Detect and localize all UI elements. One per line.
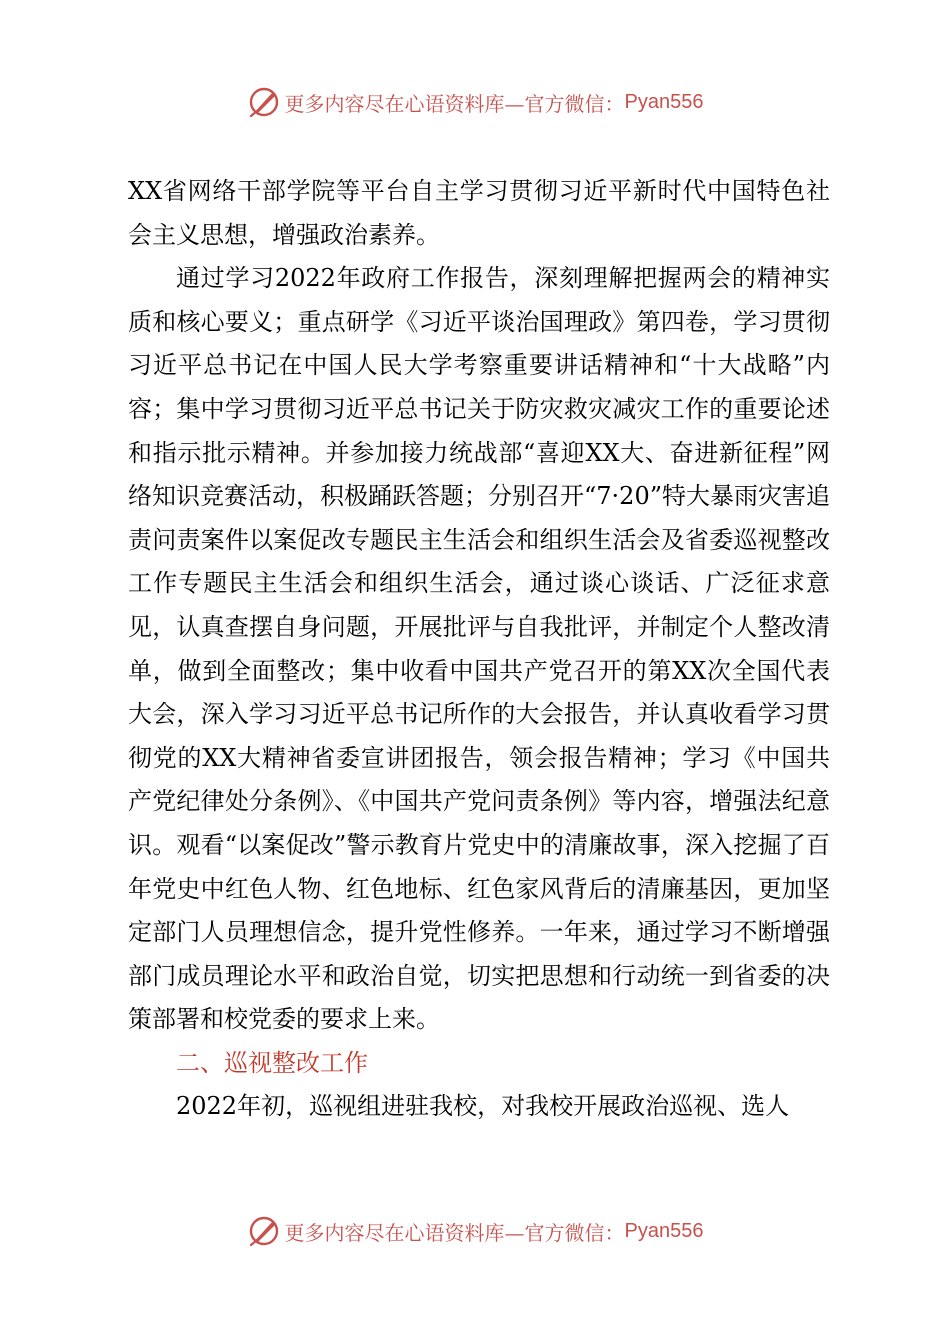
watermark-footer [0, 1211, 950, 1251]
watermark-header [0, 82, 950, 122]
pen-quill-logo-icon [247, 1214, 281, 1248]
watermark-handle: Pyan556 [624, 90, 704, 113]
paragraph-inspection: 2022年初，巡视组进驻我校，对我校开展政治巡视、选人 [176, 1092, 790, 1121]
paragraph-study: 通过学习2022年政府工作报告，深刻理解把握两会的精神实质和核心要义；重点研学《习近平谈治国理政》第四卷，学习贯彻习近平总书记在中国人民大学考察重要讲话精神和“十大战略”内容；集中学习贯彻习近平总书记关于防灾救灾减灾工作的重要论述和指示批示精神。并参加接力统战部“喜迎XX大、奋进新征程”网络知识竞赛活动，积极踊跃答题；分别召开“7·20”特大暴雨灾害追责问责案件以案促改专题民主生活会和组织生活会及省委巡视整改工作专题民主生活会和组织生活会，通过谈心谈话、广泛征求意见，认真查摆自身问题，开展批评与自我批评，并制定个人整改清单，做到全面整改；集中收看中国共产党召开的第XX次全国代表大会，深入学习习近平总书记所作的大会报告，并认真收看学习贯彻党的XX大精神省委宣讲团报告，领会报告精神；学习《中国共产党纪律处分条例》、《中国共产党问责条例》等内容，增强法纪意识。观看“以案促改”警示教育片党史中的清廉故事，深入挖掘了百年党史中红色人物、红色地标、红色家风背后的清廉基因，更加坚定部门人员理想信念，提升党性修养。一年来，通过学习不断增强部门成员理论水平和政治自觉，切实把思想和行动统一到省委的决策部署和校党委的要求上来。 [128, 264, 830, 1034]
watermark-handle: Pyan556 [624, 1219, 704, 1242]
section-heading: 二、巡视整改工作 [176, 1048, 368, 1077]
watermark-text: 更多内容尽在心语资料库—官方微信： [284, 91, 625, 116]
watermark-text: 更多内容尽在心语资料库—官方微信： [284, 1220, 625, 1245]
document-body [128, 170, 830, 1129]
pen-quill-logo-icon [247, 85, 281, 119]
paragraph-continued: XX省网络干部学院等平台自主学习贯彻习近平新时代中国特色社会主义思想，增强政治素养。 [128, 177, 830, 249]
